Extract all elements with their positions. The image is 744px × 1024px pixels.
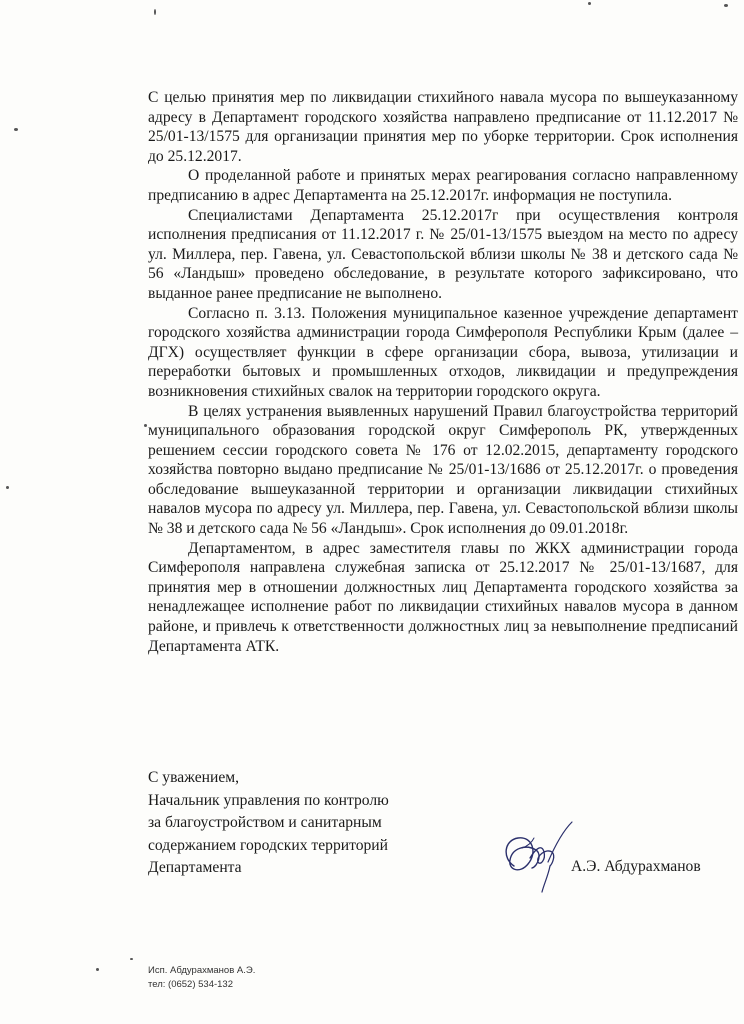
paragraph-6: Департаментом, в адрес заместителя главы по ЖКХ администрации города Симферополя направлена служебная записка от 25.12.2017 № 25/01-13/1687, для принятия мер в отношении должностных лиц Департамента городского хозяйства за ненадлежащее исполнение работ по ликвидации стихийных навалов мусора в данном районе, и привлечь к ответственности должностных лиц за невыполнение предписаний Департамента АТК. bbox=[148, 539, 738, 655]
scan-speck bbox=[144, 424, 147, 427]
signer-name: А.Э. Абдурахманов bbox=[571, 858, 701, 875]
paragraph-1: С целью принятия мер по ликвидации стихийного навала мусора по вышеуказанному адресу в Департамент городского хозяйства направлено предписание от 11.12.2017 № 25/01-13/1575 для организации принятия мер по уборке территории. Срок исполнения до 25.12.2017. bbox=[148, 89, 738, 165]
scan-speck bbox=[6, 486, 9, 489]
paragraph-5: В целях устранения выявленных нарушений Правил благоустройства территорий муниципального образования городской округ Симферополь РК, утвержденных решением сессии городского совета № 176 от 12.02.2015, департаменту городского хозяйства повторно выдано предписание № 25/01-13/1686 от 25.12.2017г. о проведения обследование вышеуказанной территории и организации ликвидации стихийных навалов мусора по адресу ул. Миллера, пер. Гавена, ул. Севастопольской вблизи школы № 38 и детского сада № 56 «Ландыш». Срок исполнения до 09.01.2018г. bbox=[148, 402, 738, 538]
position-line-1: Начальник управления по контролю bbox=[148, 791, 389, 809]
phone-line: тел: (0652) 534-132 bbox=[148, 979, 233, 990]
scan-speck bbox=[14, 128, 18, 131]
position-line-4: Департамента bbox=[148, 859, 242, 876]
executor-line: Исп. Абдурахманов А.Э. bbox=[148, 965, 256, 976]
signature-block bbox=[148, 767, 389, 880]
letter-body bbox=[148, 88, 738, 656]
position-line-3: содержанием городских территорий bbox=[148, 836, 388, 854]
scan-speck bbox=[154, 9, 156, 15]
paragraph-4: Согласно п. 3.13. Положения муниципальное казенное учреждение департамент городского хозяйства администрации города Симферополя Республики Крым (далее – ДГХ) осуществляет функции в сфере организации сбора, вывоза, утилизации и переработки бытовых и промышленных отходов, ликвидации и предупреждения возникновения стихийных свалок на территории городского округа. bbox=[148, 304, 738, 400]
handwritten-signature bbox=[492, 818, 584, 896]
closing-line: С уважением, bbox=[148, 769, 240, 786]
scan-speck bbox=[130, 958, 133, 960]
scan-speck bbox=[588, 2, 591, 5]
paragraph-2: О проделанной работе и принятых мерах реагирования согласно направленному предписанию в адрес Департамента на 25.12.2017г. информация не поступила. bbox=[148, 167, 738, 204]
scan-speck bbox=[724, 4, 728, 7]
scan-speck bbox=[96, 968, 99, 971]
paragraph-3: Специалистами Департамента 25.12.2017г при осуществления контроля исполнения предписания от 11.12.2017 г. № 25/01-13/1575 выездом на место по адресу ул. Миллера, пер. Гавена, ул. Севастопольской вблизи школы № 38 и детского сада № 56 «Ландыш» проведено обследование, в результате которого зафиксировано, что выданное ранее предписание не выполнено. bbox=[148, 206, 738, 302]
footer-info bbox=[148, 964, 255, 992]
position-line-2: за благоустройством и санитарным bbox=[148, 814, 382, 831]
